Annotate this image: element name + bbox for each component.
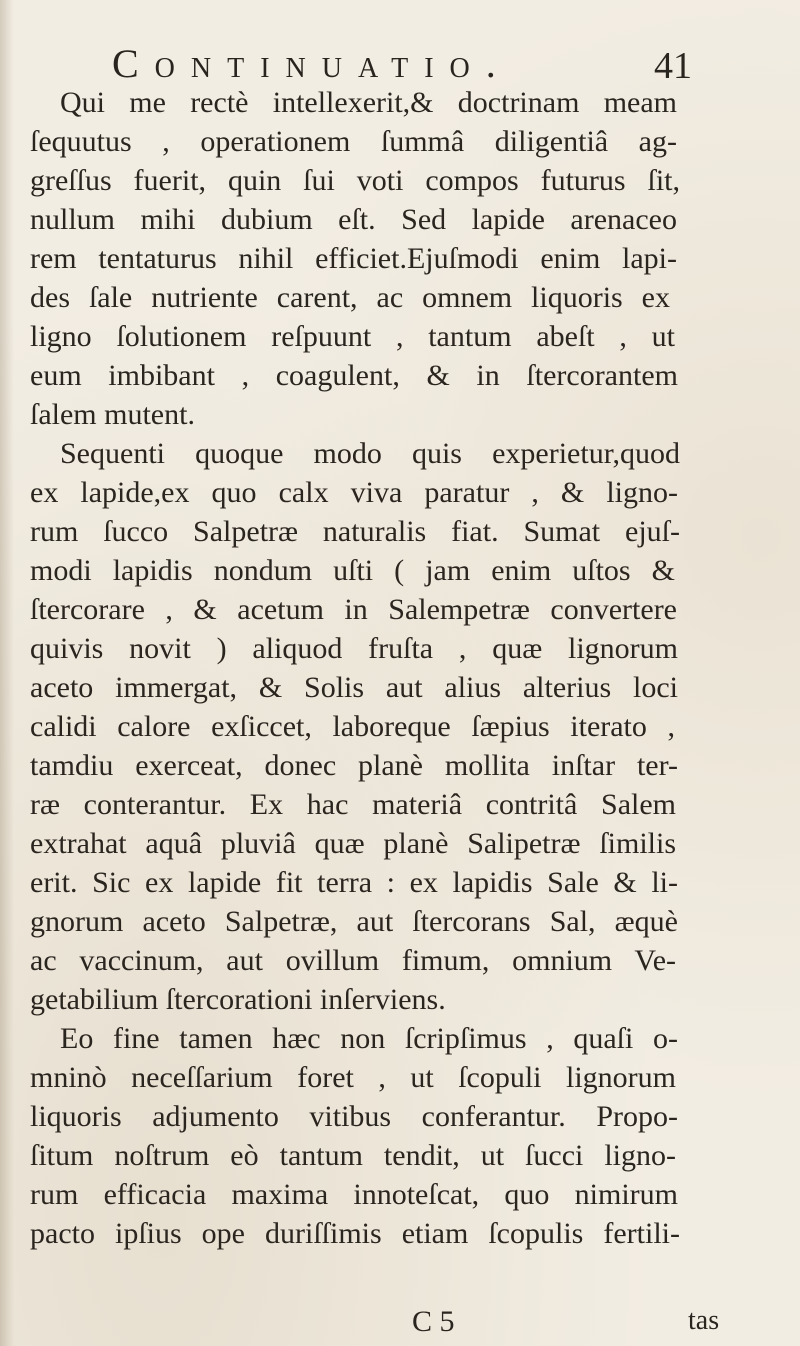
text-line: ac vaccinum, aut ovillum fimum, omnium Ve- bbox=[30, 944, 676, 977]
text-line: Eo fine tamen hæc non ſcripſimus , quaſi o- bbox=[60, 1022, 678, 1055]
text-line: nullum mihi dubium eſt. Sed lapide arenaceo bbox=[30, 203, 677, 236]
text-line: aceto immergat, & Solis aut alius alterius loci bbox=[30, 671, 678, 704]
text-line: ligno ſolutionem reſpuunt , tantum abeſt , ut bbox=[30, 320, 675, 353]
text-line: extrahat aquâ pluviâ quæ planè Salipetræ ſimilis bbox=[30, 827, 676, 860]
catchword: tas bbox=[688, 1305, 720, 1336]
text-line: liquoris adjumento vitibus conferantur. Propo- bbox=[30, 1100, 678, 1133]
text-line: ſequutus , operationem ſummâ diligentiâ ag- bbox=[30, 125, 677, 158]
text-line: ſalem mutent. bbox=[30, 398, 195, 431]
text-line: rum efficacia maxima innoteſcat, quo nimirum bbox=[30, 1178, 678, 1211]
text-line: quivis novit ) aliquod fruſta , quæ lignorum bbox=[30, 632, 678, 665]
running-title: Continuatio. bbox=[112, 41, 512, 86]
text-line: modi lapidis nondum uſti ( jam enim uſtos & bbox=[30, 554, 675, 587]
text-line: getabilium ſtercorationi inſerviens. bbox=[30, 983, 446, 1016]
page-gutter-shadow bbox=[0, 0, 14, 1346]
text-line: tamdiu exerceat, donec planè mollita inſtar ter- bbox=[30, 749, 678, 782]
text-line: Sequenti quoque modo quis experietur,quod bbox=[60, 437, 680, 470]
text-line: gnorum aceto Salpetræ, aut ſtercorans Sal, æquè bbox=[30, 905, 678, 938]
text-line: Qui me rectè intellexerit,& doctrinam meam bbox=[60, 86, 677, 119]
text-line: des ſale nutriente carent, ac omnem liquoris ex bbox=[30, 281, 670, 314]
text-line: ræ conterantur. Ex hac materiâ contritâ Salem bbox=[30, 788, 676, 821]
text-line: erit. Sic ex lapide fit terra : ex lapidis Sale & li- bbox=[30, 866, 678, 899]
page-number: 41 bbox=[654, 45, 692, 87]
page-footer bbox=[0, 1305, 800, 1345]
text-line: ſitum noſtrum eò tantum tendit, ut ſucci ligno- bbox=[30, 1139, 676, 1172]
text-line: rum ſucco Salpetræ naturalis fiat. Sumat ejuſ- bbox=[30, 515, 680, 548]
signature-mark: C 5 bbox=[412, 1305, 455, 1338]
text-line: calidi calore exſiccet, laboreque ſæpius iterato , bbox=[30, 710, 675, 743]
text-line: eum imbibant , coagulent, & in ſtercorantem bbox=[30, 359, 678, 392]
text-line: rem tentaturus nihil efficiet.Ejuſmodi enim lapi- bbox=[30, 242, 677, 275]
text-line: mninò neceſſarium foret , ut ſcopuli lignorum bbox=[30, 1061, 676, 1094]
text-line: ſtercorare , & acetum in Salempetræ convertere bbox=[30, 593, 677, 626]
text-line: pacto ipſius ope duriſſimis etiam ſcopulis fertili- bbox=[30, 1217, 680, 1250]
text-line: greſſus fuerit, quin ſui voti compos futurus ſit, bbox=[30, 164, 680, 197]
text-line: ex lapide,ex quo calx viva paratur , & ligno- bbox=[30, 476, 678, 509]
